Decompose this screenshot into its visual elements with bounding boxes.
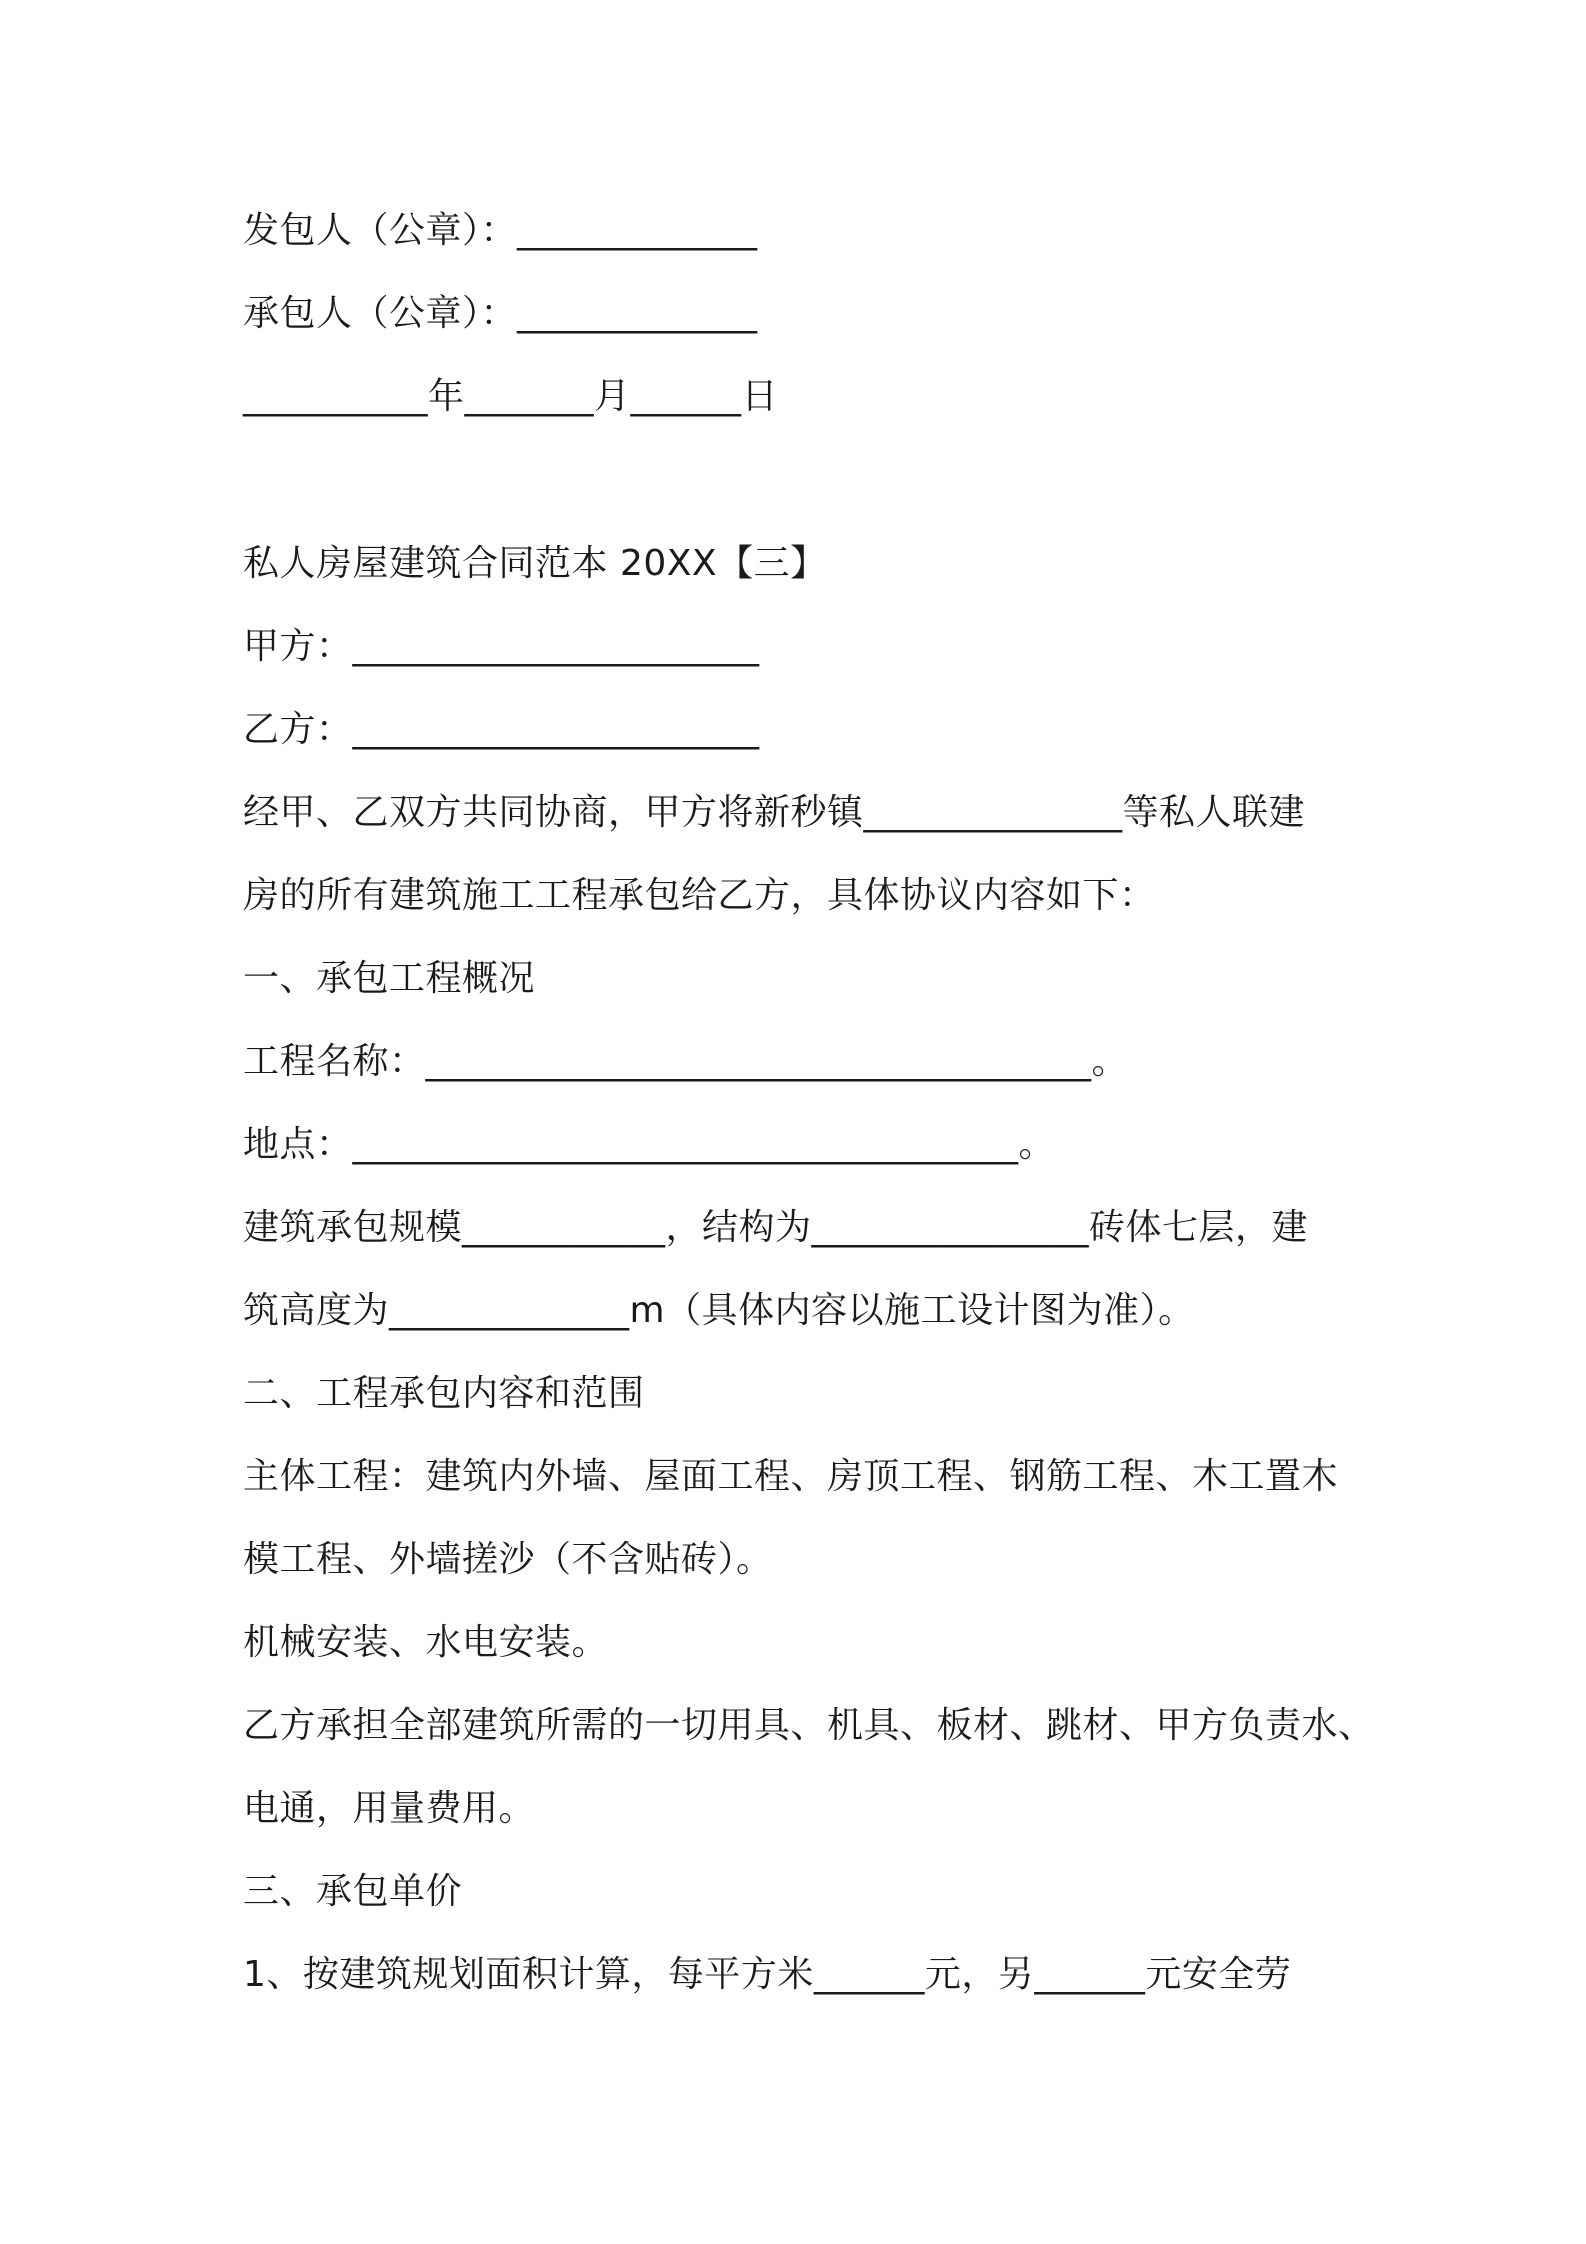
section-title: 私人房屋建筑合同范本 20XX【三】 [243, 543, 827, 584]
intro-paragraph-line-1: 经甲、乙双方共同协商，甲方将新秒镇______________等私人联建 [243, 792, 1306, 833]
heading-1: 一、承包工程概况 [243, 958, 536, 999]
location-line: 地点：____________________________________。 [243, 1124, 1056, 1165]
party-b-duty-line-2: 电通，用量费用。 [243, 1788, 536, 1829]
heading-3: 三、承包单价 [243, 1871, 463, 1912]
heading-2: 二、工程承包内容和范围 [243, 1373, 645, 1414]
party-b-duty-line-1: 乙方承担全部建筑所需的一切用具、机具、板材、跳材、甲方负责水、 [243, 1705, 1375, 1746]
installation-line: 机械安装、水电安装。 [243, 1622, 609, 1663]
party-a-line: 甲方：______________________ [243, 626, 760, 667]
employer-seal-line: 发包人（公章）：_____________ [243, 210, 758, 251]
project-name-line: 工程名称：____________________________________。 [243, 1041, 1129, 1082]
contractor-seal-line: 承包人（公章）：_____________ [243, 293, 758, 334]
intro-paragraph-line-2: 房的所有建筑施工工程承包给乙方，具体协议内容如下： [243, 875, 1156, 916]
party-b-line: 乙方：______________________ [243, 709, 760, 750]
main-works-line-2: 模工程、外墙搓沙（不含贴砖）。 [243, 1539, 773, 1580]
scale-line-1: 建筑承包规模___________，结构为_______________砖体七层，建 [243, 1207, 1309, 1248]
main-works-line-1: 主体工程：建筑内外墙、屋面工程、房顶工程、钢筋工程、木工置木 [243, 1456, 1339, 1497]
date-line: __________年_______月______日 [243, 376, 778, 417]
unit-price-line: 1、按建筑规划面积计算，每平方米______元，另______元安全劳 [243, 1954, 1292, 1995]
scale-line-2: 筑高度为_____________m（具体内容以施工设计图为准）。 [243, 1290, 1195, 1331]
